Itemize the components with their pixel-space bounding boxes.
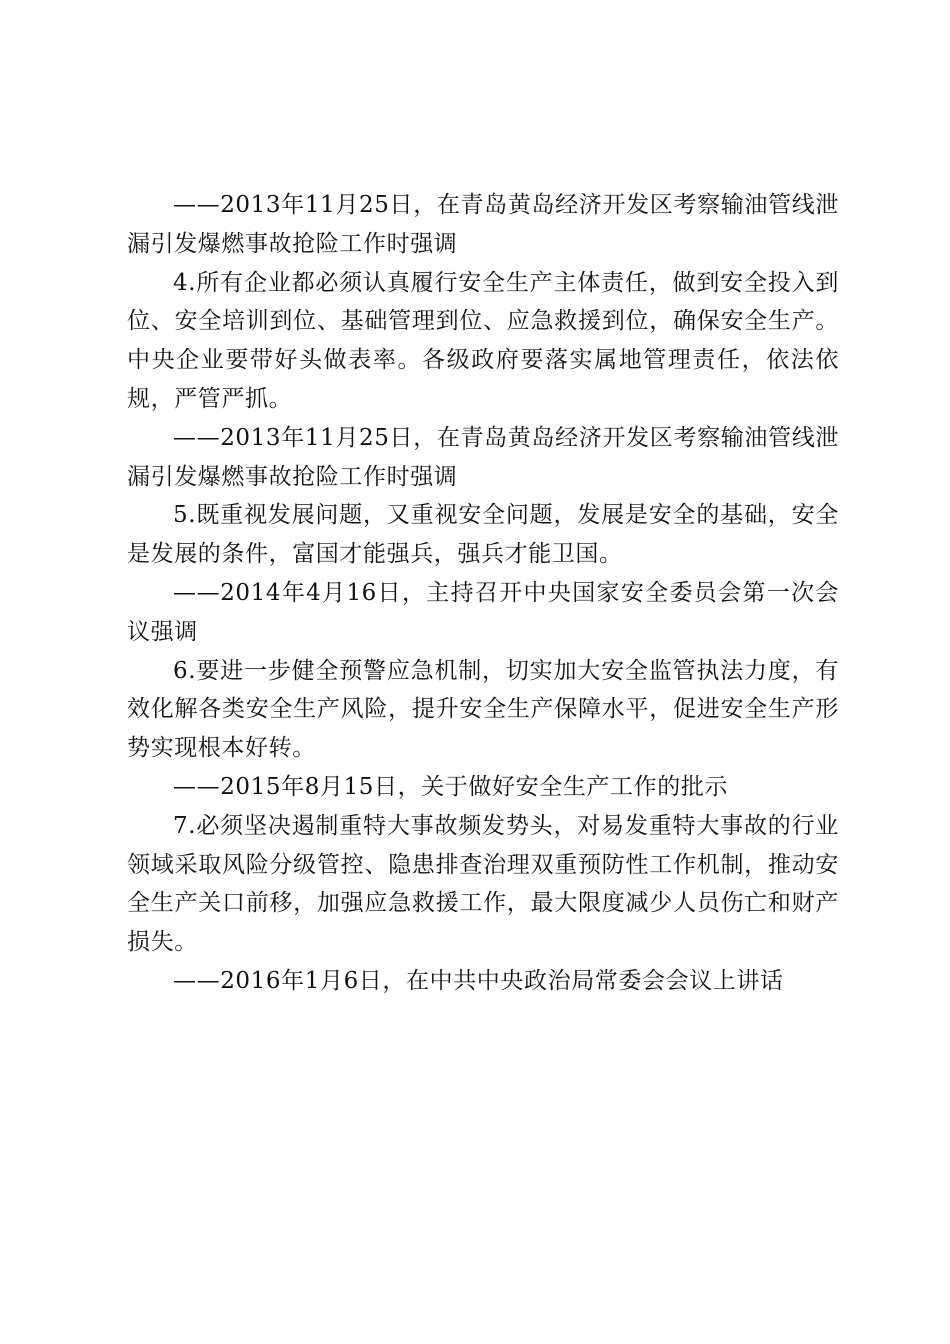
quote-source-paragraph: ——2014年4月16日，主持召开中央国家安全委员会第一次会议强调 xyxy=(127,579,839,645)
numbered-quote-paragraph: 5.既重视发展问题，又重视安全问题，发展是安全的基础，安全是发展的条件，富国才能强兵，强兵才能卫国。 xyxy=(127,502,839,568)
quote-source-paragraph: ——2013年11月25日，在青岛黄岛经济开发区考察输油管线泄漏引发爆燃事故抢险工作时强调 xyxy=(127,424,839,490)
quote-source-paragraph: ——2015年8月15日，关于做好安全生产工作的批示 xyxy=(173,773,729,800)
numbered-quote-paragraph: 7.必须坚决遏制重特大事故频发势头，对易发重特大事故的行业领域采取风险分级管控、隐患排查治理双重预防性工作机制，推动安全生产关口前移，加强应急救援工作，最大限度减少人员伤亡和财产损失。 xyxy=(127,812,839,956)
quote-source-paragraph: ——2013年11月25日，在青岛黄岛经济开发区考察输油管线泄漏引发爆燃事故抢险工作时强调 xyxy=(127,192,839,257)
numbered-quote-paragraph: 4.所有企业都必须认真履行安全生产主体责任，做到安全投入到位、安全培训到位、基础管理到位、应急救援到位，确保安全生产。中央企业要带好头做表率。各级政府要落实属地管理责任，依法依规，严管严抓。 xyxy=(127,269,839,412)
quote-source-paragraph: ——2016年1月6日，在中共中央政治局常委会会议上讲话 xyxy=(173,967,784,994)
document-body xyxy=(127,186,839,1001)
numbered-quote-paragraph: 6.要进一步健全预警应急机制，切实加大安全监管执法力度，有效化解各类安全生产风险，提升安全生产保障水平，促进安全生产形势实现根本好转。 xyxy=(127,657,839,762)
